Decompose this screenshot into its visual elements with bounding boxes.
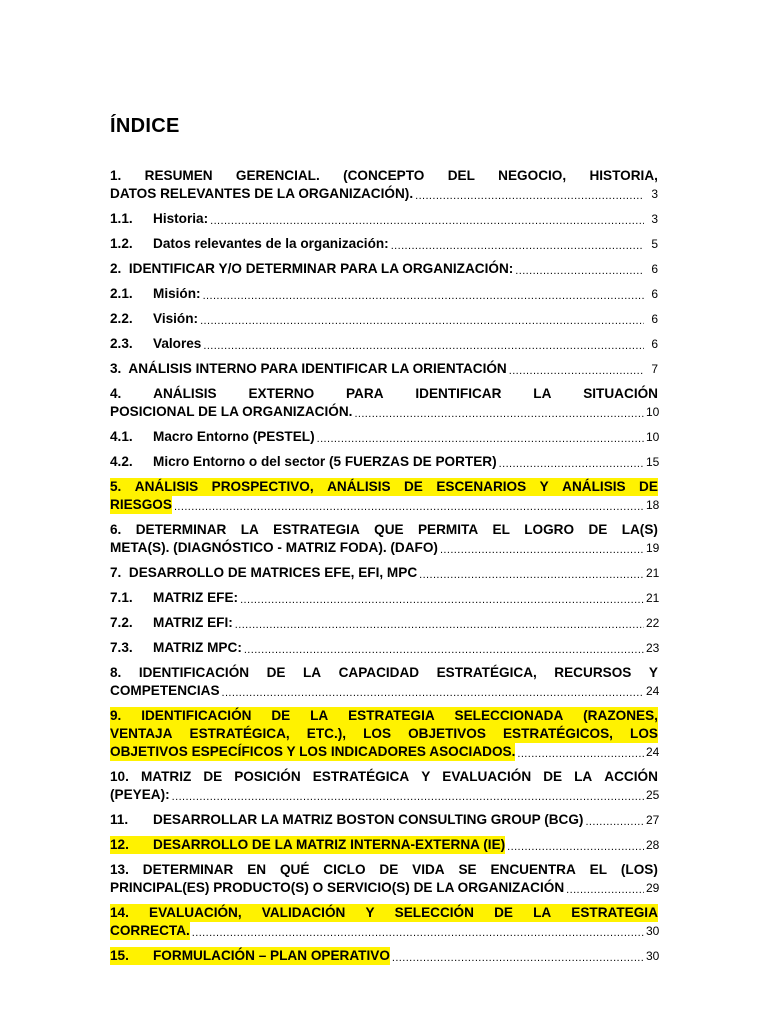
toc-entry-label [110,564,417,582]
toc-entry-label [110,836,505,854]
toc-entry-text: OBJETIVOS ESPECÍFICOS Y LOS INDICADORES ASOCIADOS. [110,744,516,759]
toc-entry-label [110,428,315,446]
toc-entry-text: Visión: [153,311,199,326]
toc-entry-text: 5. ANÁLISIS PROSPECTIVO, ANÁLISIS DE ESCENARIOS Y ANÁLISIS DE [110,479,658,494]
toc-entry-label [110,614,233,632]
toc-entry-number: 11. [110,812,129,827]
page-number: 6 [651,262,658,276]
page-number: 29 [646,881,660,895]
toc-entry-number: 7.3. [110,640,133,655]
page-number: 6 [651,287,658,301]
toc-entry-text: DATOS RELEVANTES DE LA ORGANIZACIÓN). [110,186,414,201]
toc-entry-label [110,335,201,353]
toc-entry[interactable] [110,639,658,657]
toc-entry-text: (PEYEA): [110,787,170,802]
toc-entry-text: Misión: [153,286,201,301]
toc-entry-text: 14. EVALUACIÓN, VALIDACIÓN Y SELECCIÓN DE LA ESTRATEGIA [110,905,658,920]
page-number: 15 [646,455,660,469]
toc-entry-text: VENTAJA ESTRATÉGICA, ETC.), LOS OBJETIVOS ESTRATÉGICOS, LOS [110,726,658,741]
dot-leader [317,432,644,446]
dot-leader [210,214,644,228]
page-number: 3 [651,212,658,226]
toc-entry[interactable] [110,235,658,253]
toc-entry-text: POSICIONAL DE LA ORGANIZACIÓN. [110,404,353,419]
toc-entry-text: 10. MATRIZ DE POSICIÓN ESTRATÉGICA Y EVALUACIÓN DE LA ACCIÓN [110,769,658,784]
toc-entry-label [110,310,198,328]
toc-entry-text: META(S). (DIAGNÓSTICO - MATRIZ FODA). (DAFO) [110,540,438,555]
dot-leader [517,747,644,761]
page-number: 6 [651,337,658,351]
page-number: 22 [646,616,660,630]
page-number: 5 [651,237,658,251]
toc-entry[interactable] [110,904,658,940]
toc-entry[interactable] [110,385,658,421]
toc-entry-text: 4. ANÁLISIS EXTERNO PARA IDENTIFICAR LA SITUACIÓN [110,386,658,401]
dot-leader [203,289,644,303]
page-title: ÍNDICE [110,115,180,137]
dot-leader [240,593,644,607]
toc-entry-text: Valores [153,336,202,351]
page-number: 30 [646,949,660,963]
dot-leader [222,686,644,700]
dot-leader [566,883,644,897]
toc-entry-number: 12. [110,837,129,852]
toc-entry[interactable] [110,564,658,582]
dot-leader [507,840,644,854]
page-number: 18 [646,498,660,512]
dot-leader [174,500,644,514]
page-number: 24 [646,684,660,698]
toc-entry-text: 2. IDENTIFICAR Y/O DETERMINAR PARA LA ORGANIZACIÓN: [110,261,514,276]
toc-entry-number: 2.3. [110,336,133,351]
page-number: 10 [646,405,660,419]
page-number: 21 [646,566,660,580]
toc-entry-label [110,639,242,657]
toc-entry-text: Datos relevantes de la organización: [153,236,389,251]
toc-entry-text: CORRECTA. [110,923,190,938]
toc-entry-text: 1. RESUMEN GERENCIAL. (CONCEPTO DEL NEGOCIO, HISTORIA, [110,168,658,183]
page-number: 30 [646,924,660,938]
toc-entry-text: Micro Entorno o del sector (5 FUERZAS DE PORTER) [153,454,497,469]
toc-entry[interactable] [110,453,658,471]
page-number: 3 [651,187,658,201]
dot-leader [172,790,644,804]
toc-entry-number: 4.2. [110,454,133,469]
toc-entry-text: 3. ANÁLISIS INTERNO PARA IDENTIFICAR LA ORIENTACIÓN [110,361,507,376]
toc-entry-text: 9. IDENTIFICACIÓN DE LA ESTRATEGIA SELECCIONADA (RAZONES, [110,708,658,723]
page-number: 27 [646,813,660,827]
toc-entry-label [110,947,390,965]
toc-entry[interactable] [110,707,658,761]
dot-leader [419,568,644,582]
toc-entry[interactable] [110,861,658,897]
dot-leader [354,407,644,421]
toc-entry[interactable] [110,167,658,203]
toc-entry[interactable] [110,335,658,353]
toc-entry[interactable] [110,521,658,557]
page-number: 19 [646,541,660,555]
dot-leader [391,239,644,253]
dot-leader [392,951,644,965]
toc-entry[interactable] [110,589,658,607]
toc-entry-label [110,260,513,278]
toc-entry-text: Macro Entorno (PESTEL) [153,429,315,444]
toc-entry-number: 4.1. [110,429,133,444]
toc-entry[interactable] [110,210,658,228]
toc-entry-text: RIESGOS [110,497,172,512]
dot-leader [585,815,644,829]
page-number: 25 [646,788,660,802]
dot-leader [192,926,644,940]
dot-leader [200,314,644,328]
toc-entry-label [110,360,507,378]
toc-entry[interactable] [110,428,658,446]
toc-entry-label [110,285,201,303]
toc-entry[interactable] [110,360,658,378]
page-number: 28 [646,838,660,852]
dot-leader [440,543,644,557]
toc-entry[interactable] [110,285,658,303]
toc-entry-number: 7.2. [110,615,133,630]
dot-leader [244,643,644,657]
toc-entry-number: 1.1. [110,211,133,226]
toc-entry[interactable] [110,260,658,278]
toc-entry[interactable] [110,614,658,632]
toc-entry-number: 7.1. [110,590,133,605]
page-number: 10 [646,430,660,444]
toc-entry-text: MATRIZ EFE: [153,590,239,605]
toc-entry-text: DESARROLLAR LA MATRIZ BOSTON CONSULTING GROUP (BCG) [153,812,584,827]
toc-entry-text: MATRIZ EFI: [153,615,233,630]
toc-entry[interactable] [110,478,658,514]
toc-entry-text: 13. DETERMINAR EN QUÉ CICLO DE VIDA SE ENCUENTRA EL (LOS) [110,862,658,877]
toc-entry-label [110,453,497,471]
toc-entry-number: 15. [110,948,129,963]
page-number: 24 [646,745,660,759]
toc-entry-text: Historia: [153,211,209,226]
toc-entry-label [110,210,208,228]
toc-entry-label [110,589,238,607]
toc-entry-text: FORMULACIÓN – PLAN OPERATIVO [153,948,390,963]
toc-entry-text: MATRIZ MPC: [153,640,242,655]
toc-entry[interactable] [110,768,658,804]
toc-entry[interactable] [110,664,658,700]
page-number: 6 [651,312,658,326]
dot-leader [203,339,644,353]
toc-entry-text: COMPETENCIAS [110,683,220,698]
toc-entry-text: 8. IDENTIFICACIÓN DE LA CAPACIDAD ESTRATÉGICA, RECURSOS Y [110,665,658,680]
toc-entry-text: 7. DESARROLLO DE MATRICES EFE, EFI, MPC [110,565,418,580]
toc-entry[interactable] [110,836,658,854]
dot-leader [415,189,644,203]
toc-entry[interactable] [110,811,658,829]
toc-entry-number: 1.2. [110,236,133,251]
dot-leader [235,618,644,632]
table-of-contents [110,167,658,972]
page-number: 7 [651,362,658,376]
toc-entry-label [110,235,389,253]
page-number: 21 [646,591,660,605]
toc-entry-text: 6. DETERMINAR LA ESTRATEGIA QUE PERMITA EL LOGRO DE LA(S) [110,522,658,537]
toc-entry-number: 2.1. [110,286,133,301]
toc-entry-text: PRINCIPAL(ES) PRODUCTO(S) O SERVICIO(S) DE LA ORGANIZACIÓN [110,880,565,895]
toc-entry-text: DESARROLLO DE LA MATRIZ INTERNA-EXTERNA (IE) [153,837,506,852]
dot-leader [509,364,644,378]
toc-entry[interactable] [110,947,658,965]
dot-leader [515,264,644,278]
toc-entry[interactable] [110,310,658,328]
toc-entry-label [110,811,583,829]
toc-entry-number: 2.2. [110,311,133,326]
page-number: 23 [646,641,660,655]
dot-leader [499,457,644,471]
